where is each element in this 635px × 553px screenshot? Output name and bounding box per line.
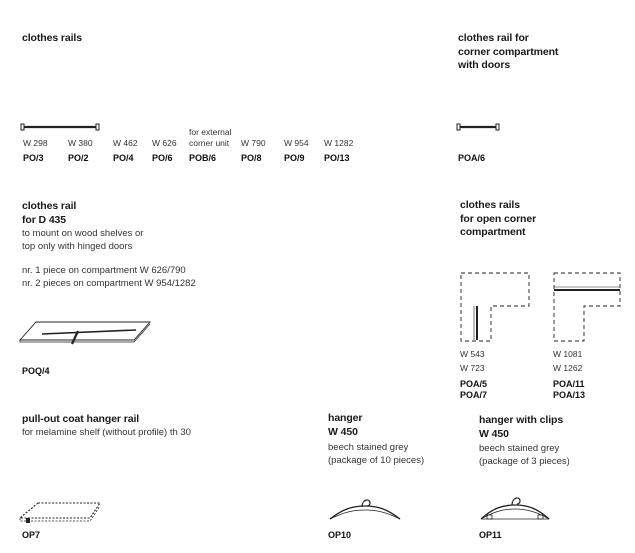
open-corner-right-w2: W 1262	[553, 363, 583, 373]
rail-d435-desc	[22, 228, 143, 253]
rail-code-pob6: POB/6	[189, 153, 217, 163]
open-corner-title-line: compartment	[460, 226, 526, 238]
hanger-title-line: hanger	[328, 412, 363, 424]
rail-code-po13: PO/13	[324, 153, 350, 163]
rail-code-po9: PO/9	[284, 153, 305, 163]
corner-plan-right-icon	[553, 272, 623, 344]
rail-width-po8: W 790	[241, 138, 266, 148]
corner-doors-title	[458, 32, 558, 73]
pullout-rail-icon	[18, 500, 104, 526]
rail-d435-desc-line: top only with hinged doors	[22, 240, 133, 252]
hanger-icon	[326, 495, 404, 523]
corner-doors-title-line: clothes rail for	[458, 32, 529, 44]
rail-d435-title-line: clothes rail	[22, 200, 77, 212]
rail-d435-note-line: nr. 2 pieces on compartment W 954/1282	[22, 277, 196, 289]
hanger-desc-line: beech stained grey	[328, 442, 409, 453]
open-corner-left-c1: POA/5	[460, 379, 488, 389]
corner-doors-title-line: corner compartment	[458, 45, 559, 58]
hanger-clips-desc-line: (package of 3 pieces)	[479, 455, 570, 467]
hanger-title	[328, 412, 362, 439]
hanger-code: OP10	[328, 530, 352, 540]
rail-d435-note-line: nr. 1 piece on compartment W 626/790	[22, 265, 186, 276]
rail-d435-desc-line: to mount on wood shelves or	[22, 228, 144, 239]
rail-code-po2: PO/2	[68, 153, 89, 163]
open-corner-title-line: clothes rails	[460, 199, 520, 211]
rail-width-po2: W 380	[68, 138, 93, 148]
rail-note-external: for external	[189, 127, 232, 137]
rail-d435-note	[22, 265, 196, 290]
corner-doors-title-line: with doors	[458, 59, 511, 71]
rail-width-po4: W 462	[113, 138, 138, 148]
hanger-desc	[328, 442, 424, 467]
shelf-rail-icon	[18, 318, 153, 348]
hanger-clips-code: OP11	[479, 530, 502, 540]
rail-width-po6: W 626	[152, 138, 177, 148]
open-corner-title	[460, 199, 536, 240]
rail-code-po8: PO/8	[241, 153, 262, 163]
rail-d435-title	[22, 200, 76, 227]
hanger-with-clips-icon	[477, 493, 553, 523]
corner-rail-icon	[456, 122, 502, 132]
open-corner-left-w2: W 723	[460, 363, 485, 373]
hanger-desc-line: (package of 10 pieces)	[328, 454, 425, 466]
open-corner-title-line: for open corner	[460, 212, 537, 225]
rail-width-po3: W 298	[23, 138, 48, 148]
rail-code-po6: PO/6	[152, 153, 173, 163]
rail-code-po3: PO/3	[23, 153, 44, 163]
hanger-title-line: W 450	[328, 425, 358, 438]
rail-width-pob6: corner unit	[189, 138, 230, 148]
rail-d435-code: POQ/4	[22, 366, 50, 376]
corner-doors-code: POA/6	[458, 153, 486, 163]
pullout-desc: for melamine shelf (without profile) th 30	[22, 427, 191, 438]
pullout-title: pull-out coat hanger rail	[22, 413, 140, 425]
hanger-clips-title	[479, 414, 563, 441]
hanger-clips-desc-line: beech stained grey	[479, 443, 560, 454]
open-corner-left-w1: W 543	[460, 349, 485, 359]
hanger-clips-title-line: hanger with clips	[479, 414, 564, 426]
clothes-rail-icon	[20, 122, 102, 132]
open-corner-right-c1: POA/11	[553, 379, 585, 389]
corner-plan-left-icon	[460, 272, 532, 344]
rail-width-po9: W 954	[284, 138, 309, 148]
rail-code-po4: PO/4	[113, 153, 134, 163]
open-corner-right-c2: POA/13	[553, 390, 586, 400]
hanger-clips-desc	[479, 443, 570, 468]
rail-d435-title-line: for D 435	[22, 213, 67, 226]
clothes-rails-title: clothes rails	[22, 32, 82, 44]
pullout-code: OP7	[22, 530, 41, 540]
hanger-clips-title-line: W 450	[479, 427, 509, 440]
rail-width-po13: W 1282	[324, 138, 354, 148]
open-corner-right-w1: W 1081	[553, 349, 583, 359]
open-corner-left-c2: POA/7	[460, 390, 488, 400]
